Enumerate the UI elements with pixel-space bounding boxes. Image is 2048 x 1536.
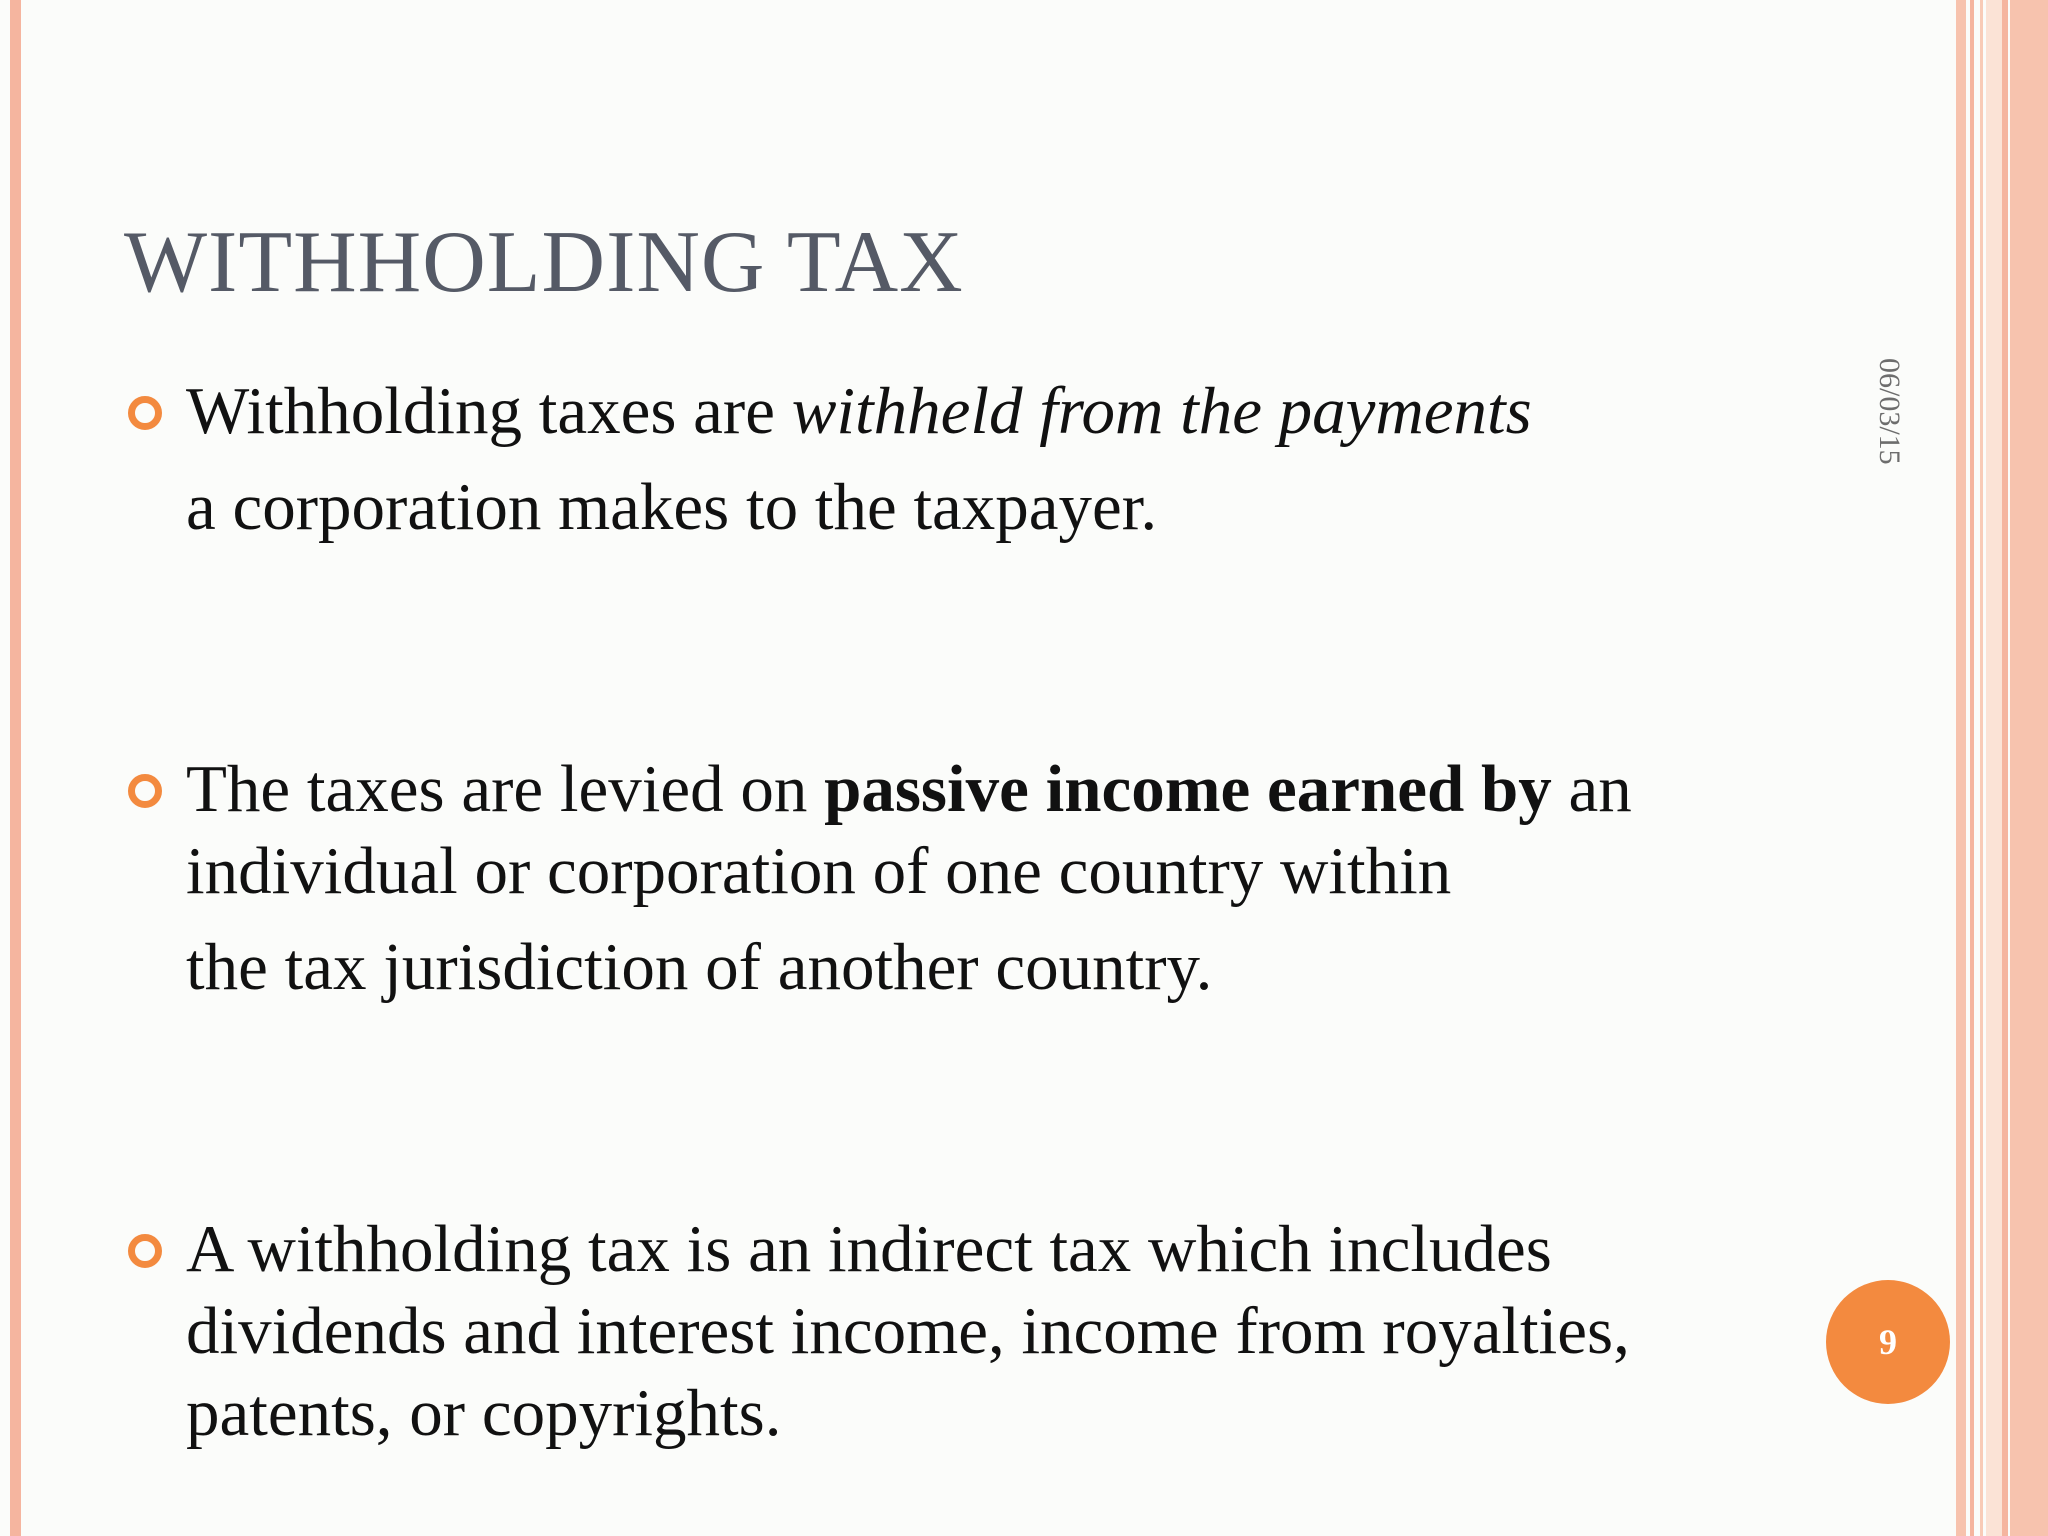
- bullet-paragraph: A withholding tax is an indirect tax which includes dividends and interest income, income from royalties, patents, or copyrights.: [186, 1212, 1630, 1450]
- bullet-continuation: the tax jurisdiction of another country.: [186, 930, 1213, 1004]
- right-border-stripe: [1980, 0, 1983, 1536]
- right-border-stripe: [1956, 0, 1966, 1536]
- bullet-text: [186, 370, 1746, 548]
- slide-date: 06/03/15: [1873, 358, 1906, 465]
- bullet-text-span: The taxes are levied on: [186, 752, 825, 826]
- slide-title: WITHHOLDING TAX: [124, 214, 964, 311]
- bullet-text: [186, 1208, 1746, 1454]
- circle-bullet-icon: [128, 774, 162, 808]
- right-border-stripe: [2002, 0, 2008, 1536]
- bullet-continuation: a corporation makes to the taxpayer.: [186, 470, 1158, 544]
- right-border-stripe: [1986, 0, 2002, 1536]
- bullet-bold-text: passive income earned by: [824, 752, 1552, 826]
- page-number-badge: 9: [1826, 1280, 1950, 1404]
- bullet-italic-text: withheld from the payments: [791, 374, 1532, 448]
- right-border-stripe: [2010, 0, 2048, 1536]
- bullet-text-span: an individual or corporation of one country within: [186, 752, 1632, 908]
- bullet-paragraph: [186, 370, 1746, 452]
- bullet-text: [186, 748, 1746, 1008]
- bullet-text-span: Withholding taxes are: [186, 374, 792, 448]
- right-border-stripe: [1970, 0, 1974, 1536]
- circle-bullet-icon: [128, 396, 162, 430]
- left-border-stripe: [10, 0, 21, 1536]
- circle-bullet-icon: [128, 1234, 162, 1268]
- bullet-paragraph: [186, 748, 1746, 912]
